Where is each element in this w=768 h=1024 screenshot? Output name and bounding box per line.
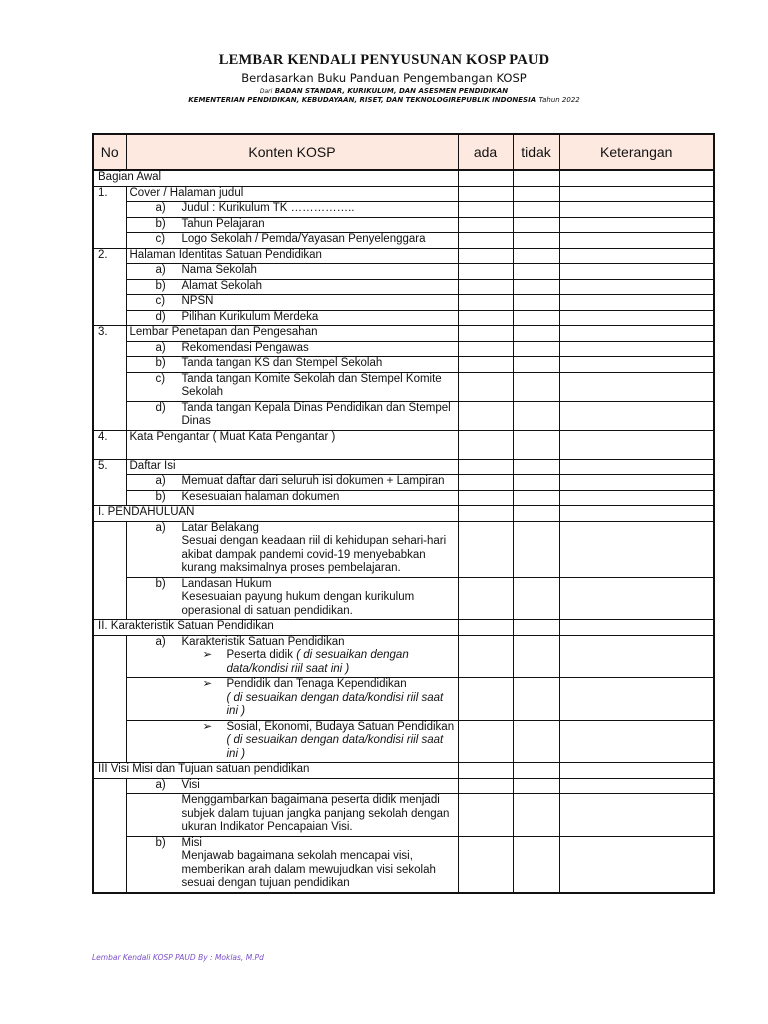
check-tidak[interactable]: [513, 836, 559, 893]
row-number-empty: [93, 836, 126, 893]
check-tidak[interactable]: [513, 475, 559, 491]
sub-item-text: Memuat daftar dari seluruh isi dokumen + Lampiran: [181, 475, 445, 487]
sub-item-text: Landasan Hukum: [181, 577, 272, 590]
check-tidak[interactable]: [513, 401, 559, 430]
row-number-empty: [93, 635, 126, 678]
row-number-empty: [93, 577, 126, 620]
check-ada[interactable]: [458, 326, 513, 342]
sub-item-text: Karakteristik Satuan Pendidikan: [181, 635, 345, 648]
sub-item-marker: b): [155, 279, 166, 292]
row-number-empty: [93, 279, 126, 295]
keterangan-cell[interactable]: [559, 763, 714, 779]
sub-item: [126, 401, 458, 430]
table-row: [93, 778, 714, 794]
bullet-note: ( di sesuaikan dengan data/kondisi riil saat ini ): [226, 691, 444, 717]
check-ada[interactable]: [458, 186, 513, 202]
check-ada[interactable]: [458, 490, 513, 506]
sub-item-marker: c): [155, 233, 166, 245]
table-row: [93, 357, 714, 373]
table-row: [93, 186, 714, 202]
sub-item-text: Misi: [181, 836, 202, 849]
check-ada[interactable]: [458, 217, 513, 233]
keterangan-cell[interactable]: [559, 233, 714, 249]
sub-item-text: Tanda tangan Komite Sekolah dan Stempel Komite Sekolah: [181, 372, 442, 398]
check-tidak[interactable]: [513, 310, 559, 326]
check-ada[interactable]: [458, 836, 513, 893]
table-row: [93, 430, 714, 459]
sub-item-description: Menggambarkan bagaimana peserta didik menjadi subjek dalam tujuan jangka panjang sekolah dengan ukuran Indikator Pencapaian Visi.: [181, 794, 450, 833]
document-title: LEMBAR KENDALI PENYUSUNAN KOSP PAUD: [218, 52, 550, 68]
check-ada[interactable]: [458, 577, 513, 620]
row-number-empty: [93, 310, 126, 326]
keterangan-cell[interactable]: [559, 217, 714, 233]
sub-item-marker: a): [155, 202, 166, 214]
check-ada[interactable]: [458, 279, 513, 295]
item-label: Daftar Isi: [126, 459, 458, 475]
item-label: Cover / Halaman judul: [126, 186, 458, 202]
row-number-empty: [93, 778, 126, 794]
check-ada[interactable]: [458, 170, 513, 186]
bullet-text: Peserta didik: [226, 649, 293, 661]
sub-item-marker: a): [155, 475, 166, 487]
keterangan-cell[interactable]: [559, 295, 714, 311]
source-body: BADAN STANDAR, KURIKULUM, DAN ASESMEN PENDIDIKAN: [274, 87, 509, 95]
table-row: [93, 217, 714, 233]
check-ada[interactable]: [458, 763, 513, 779]
sub-item-text: Latar Belakang: [181, 521, 259, 534]
sub-item: [126, 295, 458, 311]
check-tidak[interactable]: [513, 430, 559, 459]
check-tidak[interactable]: [513, 635, 559, 678]
keterangan-cell[interactable]: [559, 778, 714, 794]
row-number-empty: [93, 475, 126, 491]
sub-item-marker: a): [155, 264, 166, 276]
sub-item-description: Sesuai dengan keadaan riil di kehidupan sehari-hari akibat dampak pandemi covid-19 menyebabkan kurang maksimalnya proses pembelajaran.: [181, 535, 447, 574]
sub-item-description: Kesesuaian payung hukum dengan kurikulum operasional di satuan pendidikan.: [181, 591, 415, 617]
sub-item-text: Visi: [181, 778, 200, 791]
col-header-ada: ada: [458, 134, 513, 170]
keterangan-cell[interactable]: [559, 635, 714, 678]
keterangan-cell[interactable]: [559, 372, 714, 401]
sub-item-text: Logo Sekolah / Pemda/Yayasan Penyelenggara: [181, 233, 426, 245]
table-row: [93, 279, 714, 295]
check-ada[interactable]: [458, 720, 513, 763]
bullet-text: Sosial, Ekonomi, Budaya Satuan Pendidikan: [226, 720, 455, 733]
check-ada[interactable]: [458, 475, 513, 491]
check-ada[interactable]: [458, 521, 513, 577]
check-ada[interactable]: [458, 506, 513, 522]
check-ada[interactable]: [458, 233, 513, 249]
table-row: [93, 202, 714, 218]
check-tidak[interactable]: [513, 763, 559, 779]
sub-item-text: Pilihan Kurikulum Merdeka: [181, 310, 319, 323]
check-tidak[interactable]: [513, 357, 559, 373]
sub-item-text: Kesesuaian halaman dokumen: [181, 490, 340, 503]
sub-item-marker: b): [155, 217, 166, 230]
item-label: Lembar Penetapan dan Pengesahan: [126, 326, 458, 342]
check-tidak[interactable]: [513, 341, 559, 357]
table-row: [93, 459, 714, 475]
check-tidak[interactable]: [513, 202, 559, 218]
check-ada[interactable]: [458, 310, 513, 326]
table-row: [93, 326, 714, 342]
table-row: [93, 720, 714, 763]
sub-item-text: NPSN: [181, 295, 214, 307]
table-row: [93, 248, 714, 264]
row-number-empty: [93, 401, 126, 430]
check-tidak[interactable]: [513, 720, 559, 763]
sub-item: [126, 635, 458, 678]
item-label: Kata Pengantar ( Muat Kata Pengantar ): [126, 430, 458, 459]
sub-item-marker: d): [155, 310, 166, 323]
arrow-bullet-icon: ➢: [202, 678, 213, 690]
check-ada[interactable]: [458, 678, 513, 721]
keterangan-cell[interactable]: [559, 794, 714, 837]
table-row: [93, 577, 714, 620]
keterangan-cell[interactable]: [559, 678, 714, 721]
table-row: [93, 620, 714, 636]
year-label: Tahun 2022: [538, 96, 580, 104]
check-tidak[interactable]: [513, 295, 559, 311]
check-tidak[interactable]: [513, 577, 559, 620]
keterangan-cell[interactable]: [559, 202, 714, 218]
table-row: [93, 490, 714, 506]
sub-item: [126, 678, 458, 721]
keterangan-cell[interactable]: [559, 357, 714, 373]
section-label: III Visi Misi dan Tujuan satuan pendidikan: [93, 763, 458, 779]
sub-item-marker: c): [155, 372, 166, 385]
check-tidak[interactable]: [513, 279, 559, 295]
sub-item-text: Tanda tangan Kepala Dinas Pendidikan dan Stempel Dinas: [181, 401, 451, 427]
col-header-tidak: tidak: [513, 134, 559, 170]
sub-item: [126, 836, 458, 893]
table-row: [93, 233, 714, 249]
table-row: [93, 295, 714, 311]
keterangan-cell[interactable]: [559, 490, 714, 506]
keterangan-cell[interactable]: [559, 401, 714, 430]
sub-item: [126, 279, 458, 295]
check-tidak[interactable]: [513, 372, 559, 401]
sub-item: [126, 310, 458, 326]
section-label: Bagian Awal: [93, 170, 458, 186]
footer-credit: Lembar Kendali KOSP PAUD By : Moklas, M.Pd: [92, 953, 264, 962]
sub-item: [126, 475, 458, 491]
table-row: [93, 372, 714, 401]
keterangan-cell[interactable]: [559, 430, 714, 459]
check-tidak[interactable]: [513, 506, 559, 522]
sub-item: [126, 794, 458, 837]
check-tidak[interactable]: [513, 459, 559, 475]
keterangan-cell[interactable]: [559, 326, 714, 342]
table-row: [93, 310, 714, 326]
keterangan-cell[interactable]: [559, 248, 714, 264]
row-number-empty: [93, 521, 126, 577]
check-ada[interactable]: [458, 341, 513, 357]
keterangan-cell[interactable]: [559, 620, 714, 636]
row-number-empty: [93, 372, 126, 401]
sub-item-marker: a): [155, 635, 166, 648]
table-row: [93, 836, 714, 893]
check-ada[interactable]: [458, 401, 513, 430]
sub-item-marker: a): [155, 341, 166, 354]
row-number-empty: [93, 295, 126, 311]
sub-item: [126, 521, 458, 577]
sub-item-text: Tahun Pelajaran: [181, 217, 265, 230]
row-number-empty: [93, 264, 126, 280]
sub-item: [126, 577, 458, 620]
table-row: [93, 763, 714, 779]
sub-item: [126, 778, 458, 794]
table-row: [93, 506, 714, 522]
arrow-bullet-icon: ➢: [202, 720, 213, 733]
sub-item-text: Alamat Sekolah: [181, 279, 263, 292]
keterangan-cell[interactable]: [559, 279, 714, 295]
keterangan-cell[interactable]: [559, 577, 714, 620]
checklist-table: [92, 133, 715, 894]
sub-item-marker: c): [155, 295, 166, 307]
keterangan-cell[interactable]: [559, 341, 714, 357]
sub-item-text: Rekomendasi Pengawas: [181, 341, 309, 354]
sub-item-marker: a): [155, 521, 166, 534]
check-tidak[interactable]: [513, 186, 559, 202]
check-tidak[interactable]: [513, 217, 559, 233]
sub-item: [126, 217, 458, 233]
table-row: [93, 678, 714, 721]
col-header-no: No: [93, 134, 126, 170]
document-subtitle: Berdasarkan Buku Panduan Pengembangan KOSP: [241, 71, 527, 85]
sub-item-text: Judul : Kurikulum TK ……………..: [181, 202, 355, 214]
keterangan-cell[interactable]: [559, 720, 714, 763]
table-row: [93, 341, 714, 357]
arrow-bullet-icon: ➢: [202, 649, 213, 661]
check-ada[interactable]: [458, 794, 513, 837]
source-prefix: Dari: [259, 88, 273, 95]
row-number-empty: [93, 794, 126, 837]
sub-item-marker: b): [155, 577, 166, 590]
sub-item: [126, 490, 458, 506]
ministry-line: [0, 96, 768, 104]
keterangan-cell[interactable]: [559, 170, 714, 186]
check-tidak[interactable]: [513, 248, 559, 264]
check-ada[interactable]: [458, 264, 513, 280]
item-label: Halaman Identitas Satuan Pendidikan: [126, 248, 458, 264]
sub-item: [126, 202, 458, 218]
sub-item-marker: b): [155, 836, 166, 849]
check-tidak[interactable]: [513, 264, 559, 280]
check-ada[interactable]: [458, 202, 513, 218]
keterangan-cell[interactable]: [559, 459, 714, 475]
sub-item: [126, 233, 458, 249]
check-tidak[interactable]: [513, 620, 559, 636]
check-tidak[interactable]: [513, 678, 559, 721]
sub-item: [126, 357, 458, 373]
keterangan-cell[interactable]: [559, 264, 714, 280]
bullet-note: ( di sesuaikan dengan data/kondisi riil saat ini ): [226, 734, 444, 760]
sub-item-text: Nama Sekolah: [181, 264, 257, 276]
col-header-konten: Konten KOSP: [126, 134, 458, 170]
table-row: [93, 475, 714, 491]
check-tidak[interactable]: [513, 170, 559, 186]
row-number-empty: [93, 233, 126, 249]
row-number: 4.: [93, 430, 126, 459]
table-row: [93, 264, 714, 280]
keterangan-cell[interactable]: [559, 310, 714, 326]
check-ada[interactable]: [458, 295, 513, 311]
check-ada[interactable]: [458, 430, 513, 459]
source-line: [0, 87, 768, 95]
table-row: [93, 170, 714, 186]
keterangan-cell[interactable]: [559, 836, 714, 893]
check-ada[interactable]: [458, 459, 513, 475]
row-number-empty: [93, 490, 126, 506]
row-number-empty: [93, 720, 126, 763]
check-ada[interactable]: [458, 248, 513, 264]
sub-item-marker: b): [155, 490, 166, 503]
col-header-keterangan: Keterangan: [559, 134, 714, 170]
sub-item-description: Menjawab bagaimana sekolah mencapai visi, memberikan arah dalam mewujudkan visi sekolah sesuai dengan tujuan pendidikan: [181, 850, 436, 889]
table-row: [93, 401, 714, 430]
keterangan-cell[interactable]: [559, 521, 714, 577]
check-ada[interactable]: [458, 372, 513, 401]
check-tidak[interactable]: [513, 490, 559, 506]
check-tidak[interactable]: [513, 521, 559, 577]
header-row: [93, 134, 714, 170]
keterangan-cell[interactable]: [559, 475, 714, 491]
row-number: 2.: [93, 248, 126, 264]
bullet-text: Pendidik dan Tenaga Kependidikan: [226, 678, 407, 690]
row-number-empty: [93, 217, 126, 233]
table-row: [93, 794, 714, 837]
check-tidak[interactable]: [513, 794, 559, 837]
section-label: I. PENDAHULUAN: [93, 506, 458, 522]
row-number-empty: [93, 357, 126, 373]
sub-item-text: Tanda tangan KS dan Stempel Sekolah: [181, 357, 383, 369]
row-number-empty: [93, 202, 126, 218]
ministry-name: KEMENTERIAN PENDIDIKAN, KEBUDAYAAN, RISET, DAN TEKNOLOGIREPUBLIK INDONESIA: [188, 96, 537, 104]
check-ada[interactable]: [458, 635, 513, 678]
keterangan-cell[interactable]: [559, 186, 714, 202]
sub-item: [126, 372, 458, 401]
table-row: [93, 521, 714, 577]
row-number: 5.: [93, 459, 126, 475]
sub-item: [126, 264, 458, 280]
sub-item-marker: a): [155, 778, 166, 791]
check-ada[interactable]: [458, 620, 513, 636]
row-number: 1.: [93, 186, 126, 202]
row-number-empty: [93, 341, 126, 357]
check-tidak[interactable]: [513, 778, 559, 794]
check-ada[interactable]: [458, 778, 513, 794]
check-tidak[interactable]: [513, 326, 559, 342]
table-row: [93, 635, 714, 678]
sub-item: [126, 341, 458, 357]
sub-item-marker: d): [155, 401, 166, 414]
row-number-empty: [93, 678, 126, 721]
sub-item-marker: b): [155, 357, 166, 369]
check-ada[interactable]: [458, 357, 513, 373]
sub-item: [126, 720, 458, 763]
row-number: 3.: [93, 326, 126, 342]
check-tidak[interactable]: [513, 233, 559, 249]
bullet-note: ( di sesuaikan dengan data/kondisi riil saat ini ): [226, 649, 409, 675]
keterangan-cell[interactable]: [559, 506, 714, 522]
section-label: II. Karakteristik Satuan Pendidikan: [93, 620, 458, 636]
